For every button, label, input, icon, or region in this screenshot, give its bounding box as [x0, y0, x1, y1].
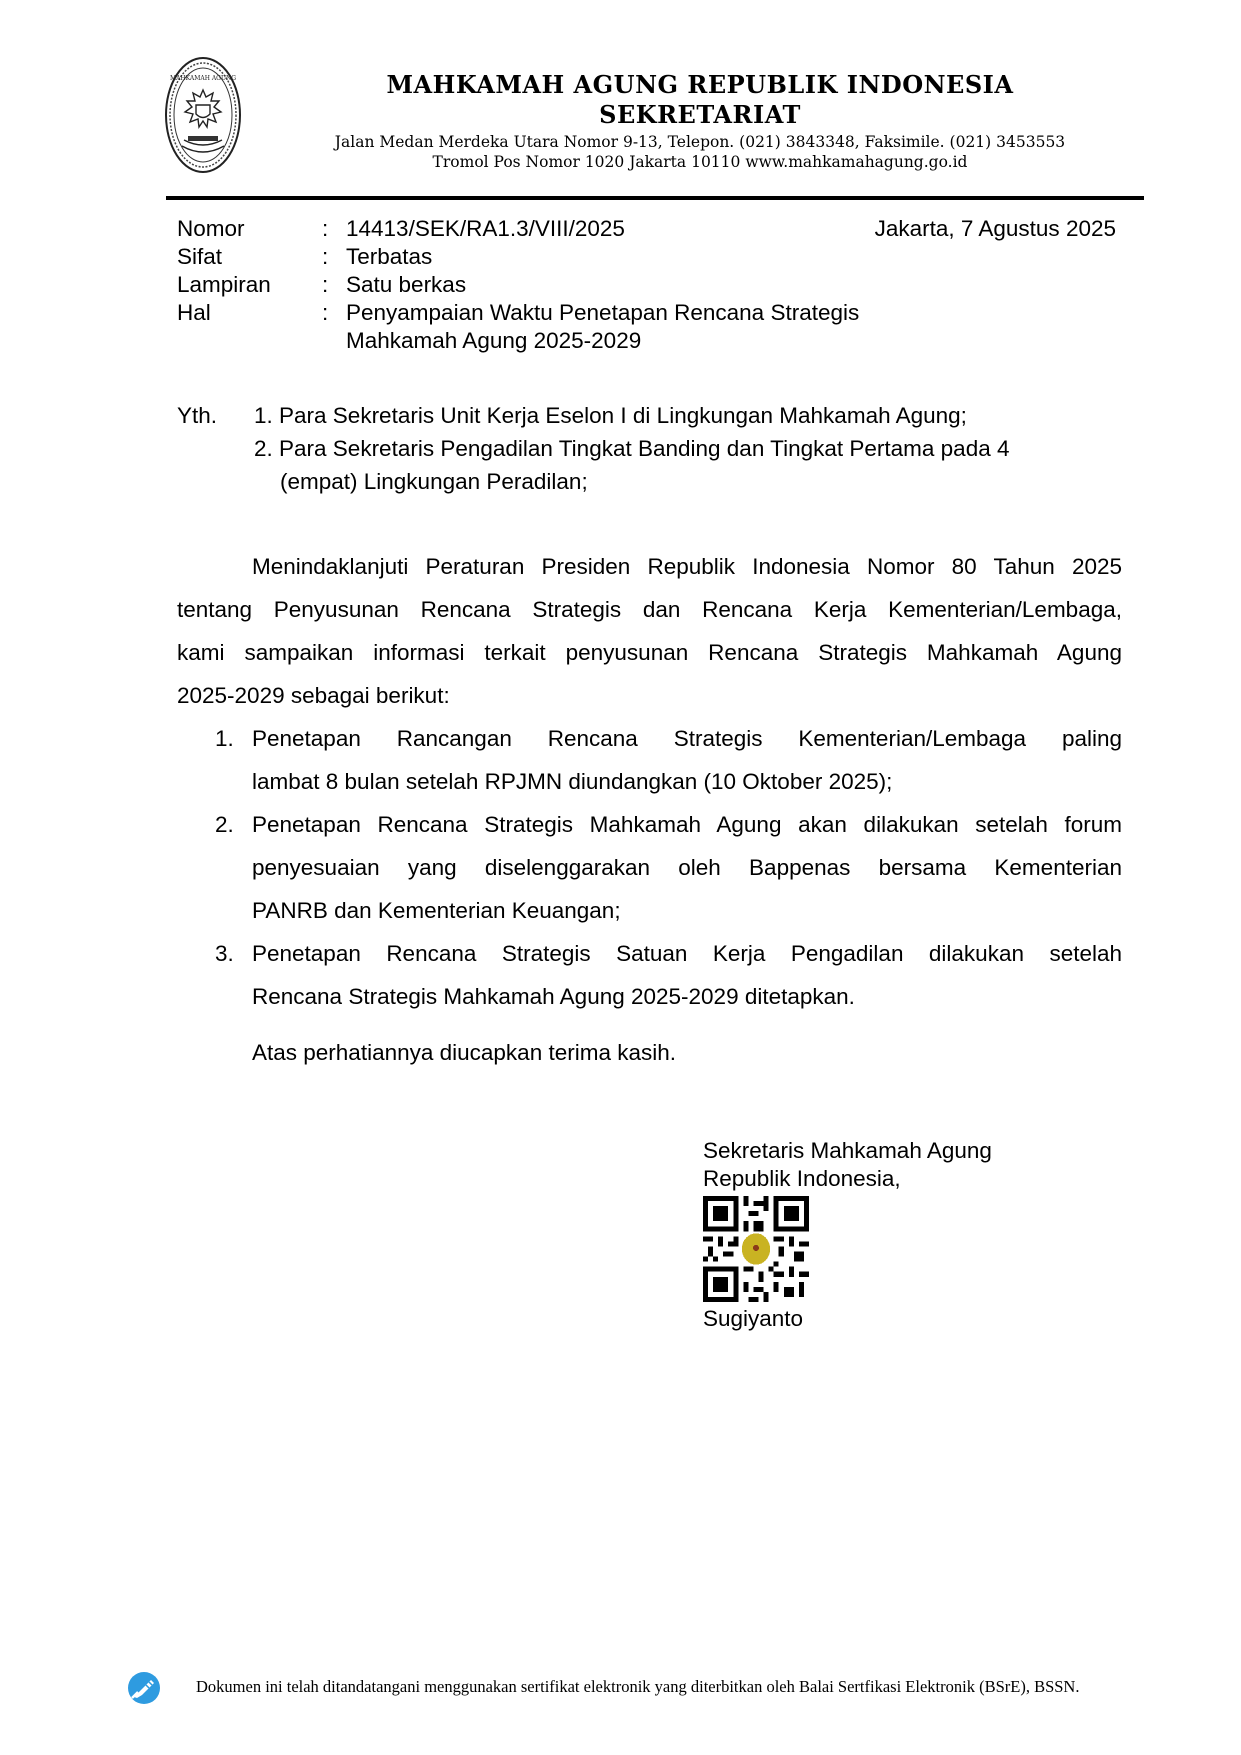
meta-label-hal: Hal — [177, 300, 211, 325]
body-intro-line-3: kami sampaikan informasi terkait penyusunan Rencana Strategis Mahkamah Agung — [177, 640, 1122, 665]
signatory-name: Sugiyanto — [703, 1306, 804, 1331]
meta-value-hal-line2: Mahkamah Agung 2025-2029 — [346, 328, 642, 353]
bsre-pen-icon — [126, 1670, 162, 1706]
e-signature-notice: Dokumen ini telah ditandatangani menggunakan sertifikat elektronik yang diterbitkan oleh Balai Sertfikasi Elektronik (BSrE), BSSN. — [196, 1677, 1080, 1696]
meta-label-sifat: Sifat — [177, 244, 223, 269]
meta-value-sifat: Terbatas — [346, 244, 433, 269]
list-item-1-number: 1. — [215, 726, 234, 751]
body-intro-line-4: 2025-2029 sebagai berikut: — [177, 683, 450, 708]
list-item-2-line-3: PANRB dan Kementerian Keuangan; — [252, 898, 621, 923]
address-line-2: Tromol Pos Nomor 1020 Jakarta 10110 www.mahkamahagung.go.id — [432, 153, 968, 171]
recipients-label: Yth. — [177, 403, 218, 428]
meta-colon: : — [322, 244, 329, 269]
org-unit: SEKRETARIAT — [599, 100, 801, 129]
list-item-2-line-1: Penetapan Rencana Strategis Mahkamah Agung akan dilakukan setelah forum — [252, 812, 1122, 837]
recipient-item-2: 2. Para Sekretaris Pengadilan Tingkat Banding dan Tingkat Pertama pada 4 — [254, 436, 1010, 461]
list-item-2-line-2: penyesuaian yang diselenggarakan oleh Bappenas bersama Kementerian — [252, 855, 1122, 880]
meta-label-nomor: Nomor — [177, 216, 245, 241]
meta-colon: : — [322, 272, 329, 297]
meta-label-lampiran: Lampiran — [177, 272, 271, 297]
meta-value-hal: Penyampaian Waktu Penetapan Rencana Strategis — [346, 300, 860, 325]
list-item-3-number: 3. — [215, 941, 234, 966]
list-item-1-line-2: lambat 8 bulan setelah RPJMN diundangkan (10 Oktober 2025); — [252, 769, 893, 794]
meta-value-nomor: 14413/SEK/RA1.3/VIII/2025 — [346, 216, 625, 241]
place-date: Jakarta, 7 Agustus 2025 — [874, 216, 1116, 241]
list-item-3-line-2: Rencana Strategis Mahkamah Agung 2025-2029 ditetapkan. — [252, 984, 855, 1009]
list-item-1-line-1: Penetapan Rancangan Rencana Strategis Kementerian/Lembaga paling — [252, 726, 1122, 751]
list-item-2-number: 2. — [215, 812, 234, 837]
address-line-1: Jalan Medan Merdeka Utara Nomor 9-13, Telepon. (021) 3843348, Faksimile. (021) 3453553 — [334, 133, 1066, 151]
letterhead-divider — [166, 196, 1144, 200]
signatory-title-line-1: Sekretaris Mahkamah Agung — [703, 1138, 992, 1163]
meta-colon: : — [322, 300, 329, 325]
meta-value-lampiran: Satu berkas — [346, 272, 467, 297]
meta-colon: : — [322, 216, 329, 241]
org-name: MAHKAMAH AGUNG REPUBLIK INDONESIA — [386, 70, 1014, 99]
signatory-title-line-2: Republik Indonesia, — [703, 1166, 901, 1191]
recipient-item-1: 1. Para Sekretaris Unit Kerja Eselon I di Lingkungan Mahkamah Agung; — [254, 403, 967, 428]
body-intro-line-2: tentang Penyusunan Rencana Strategis dan Rencana Kerja Kementerian/Lembaga, — [177, 597, 1122, 622]
mahkamah-agung-emblem-icon — [164, 56, 242, 174]
closing-line: Atas perhatiannya diucapkan terima kasih. — [252, 1040, 676, 1065]
recipient-item-2-continuation: (empat) Lingkungan Peradilan; — [280, 469, 588, 494]
list-item-3-line-1: Penetapan Rencana Strategis Satuan Kerja Pengadilan dilakukan setelah — [252, 941, 1122, 966]
body-intro-line-1: Menindaklanjuti Peraturan Presiden Republik Indonesia Nomor 80 Tahun 2025 — [252, 554, 1122, 579]
qr-code-signature-icon — [703, 1196, 809, 1302]
svg-text:MAHKAMAH AGUNG: MAHKAMAH AGUNG — [169, 75, 237, 82]
